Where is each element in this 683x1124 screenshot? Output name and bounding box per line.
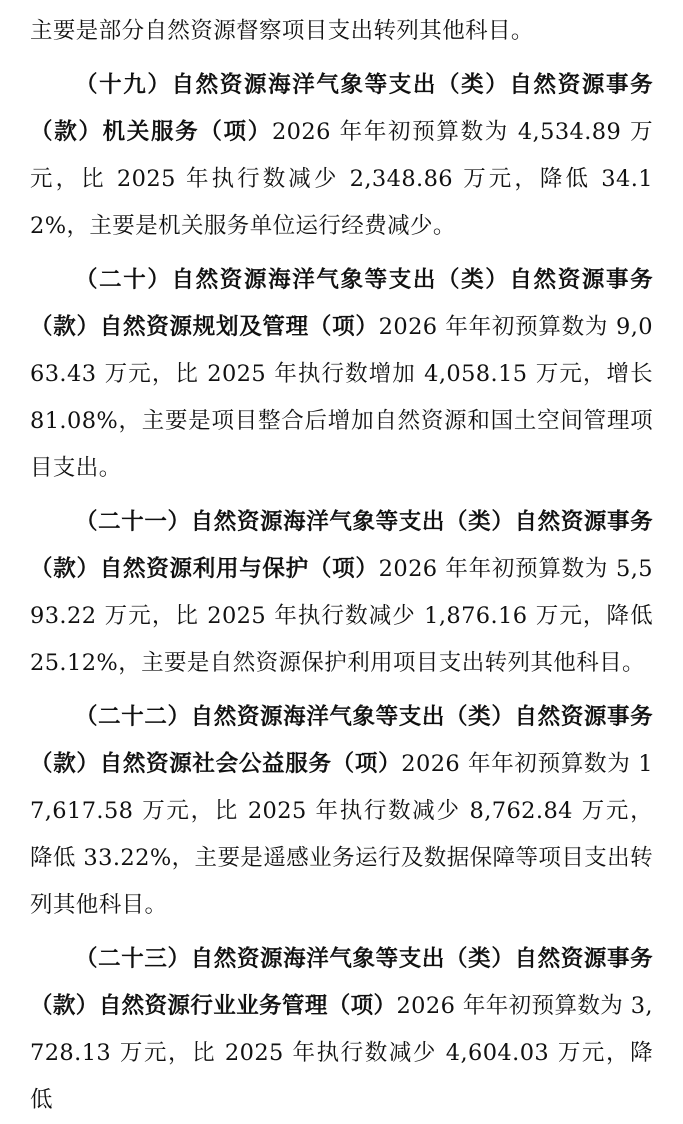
paragraph-section-19 (30, 62, 653, 250)
paragraph-body: 2026 年年初预算数为 9,063.43 万元，比 2025 年执行数增加 4,058.15 万元，增长 81.08%，主要是项目整合后增加自然资源和国土空间管理项目支出。 (30, 314, 653, 481)
section-heading: （二十三）自然资源海洋气象等支出（类）自然资源事务（款）自然资源行业业务管理（项） (30, 946, 653, 1019)
paragraph-section-23 (30, 936, 653, 1124)
section-heading: （二十一）自然资源海洋气象等支出（类）自然资源事务（款）自然资源利用与保护（项） (30, 509, 653, 582)
paragraph-continuation (30, 8, 653, 55)
paragraph-body: 2026 年年初预算数为 3,728.13 万元，比 2025 年执行数减少 4,604.03 万元，降低 (30, 993, 653, 1113)
section-heading: （十九）自然资源海洋气象等支出（类）自然资源事务（款）机关服务（项） (30, 72, 653, 145)
paragraph-body: 2026 年年初预算数为 5,593.22 万元，比 2025 年执行数减少 1,876.16 万元，降低 25.12%，主要是自然资源保护利用项目支出转列其他科目。 (30, 556, 653, 676)
paragraph-section-20 (30, 257, 653, 492)
paragraph-body: 2026 年年初预算数为 17,617.58 万元，比 2025 年执行数减少 8,762.84 万元，降低 33.22%，主要是遥感业务运行及数据保障等项目支出转列其他科目。 (30, 751, 654, 918)
paragraph-body: 2026 年年初预算数为 4,534.89 万元，比 2025 年执行数减少 2,348.86 万元，降低 34.12%，主要是机关服务单位运行经费减少。 (30, 119, 653, 239)
section-heading: （二十）自然资源海洋气象等支出（类）自然资源事务（款）自然资源规划及管理（项） (30, 267, 653, 340)
paragraph-section-21 (30, 499, 653, 687)
paragraph-section-22 (30, 694, 653, 929)
section-heading: （二十二）自然资源海洋气象等支出（类）自然资源事务（款）自然资源社会公益服务（项） (30, 704, 653, 777)
paragraph-body: 主要是部分自然资源督察项目支出转列其他科目。 (30, 18, 534, 44)
